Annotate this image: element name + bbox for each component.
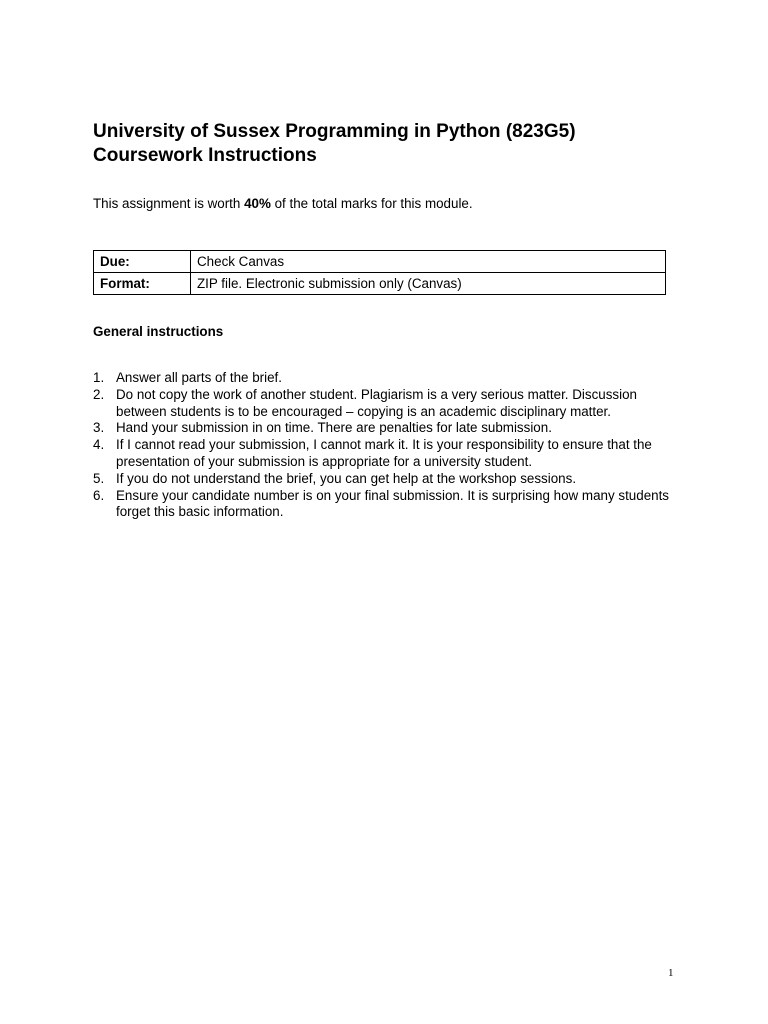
list-item-number: 3. xyxy=(93,420,105,436)
list-item-text: Do not copy the work of another student. Plagiarism is a very serious matter. Discussion between students is to be encouraged – copying is an academic disciplinary matter. xyxy=(116,386,637,419)
submission-details-table xyxy=(93,250,666,295)
intro-percentage: 40% xyxy=(244,196,271,211)
format-value: ZIP file. Electronic submission only (Canvas) xyxy=(191,273,666,295)
table-row-format xyxy=(94,273,666,295)
intro-text-end: of the total marks for this module. xyxy=(270,196,473,211)
list-item-text: Answer all parts of the brief. xyxy=(116,370,282,385)
format-label: Format: xyxy=(94,273,191,295)
list-item-number: 2. xyxy=(93,386,105,402)
list-item-number: 1. xyxy=(93,370,105,385)
title-line-2: Coursework Instructions xyxy=(93,145,317,166)
list-item xyxy=(93,370,673,387)
list-item xyxy=(93,420,673,437)
due-label: Due: xyxy=(94,251,191,273)
list-item-text: If I cannot read your submission, I cannot mark it. It is your responsibility to ensure that the presentation of your submission is appropriate for a university student. xyxy=(116,437,652,469)
list-item xyxy=(93,488,673,522)
due-value: Check Canvas xyxy=(191,251,666,273)
list-item-number: 4. xyxy=(93,437,105,453)
list-item-number: 5. xyxy=(93,470,105,486)
intro-text-start: This assignment is worth xyxy=(93,196,245,211)
list-item-text: Ensure your candidate number is on your final submission. It is surprising how many students forget this basic information. xyxy=(116,487,670,520)
list-item xyxy=(93,387,673,421)
list-item-number: 6. xyxy=(93,487,105,503)
list-item xyxy=(93,471,673,488)
section-heading: General instructions xyxy=(93,324,224,339)
document-title xyxy=(93,120,693,168)
list-item-text: Hand your submission in on time. There are penalties for late submission. xyxy=(116,420,552,436)
list-item-text: If you do not understand the brief, you can get help at the workshop sessions. xyxy=(116,470,577,486)
list-item xyxy=(93,437,673,471)
table-row-due xyxy=(94,251,666,273)
page-number: 1 xyxy=(668,967,674,979)
intro-paragraph xyxy=(93,195,473,212)
instructions-list xyxy=(93,370,673,521)
title-line-1: University of Sussex Programming in Python (823G5) xyxy=(93,121,576,142)
